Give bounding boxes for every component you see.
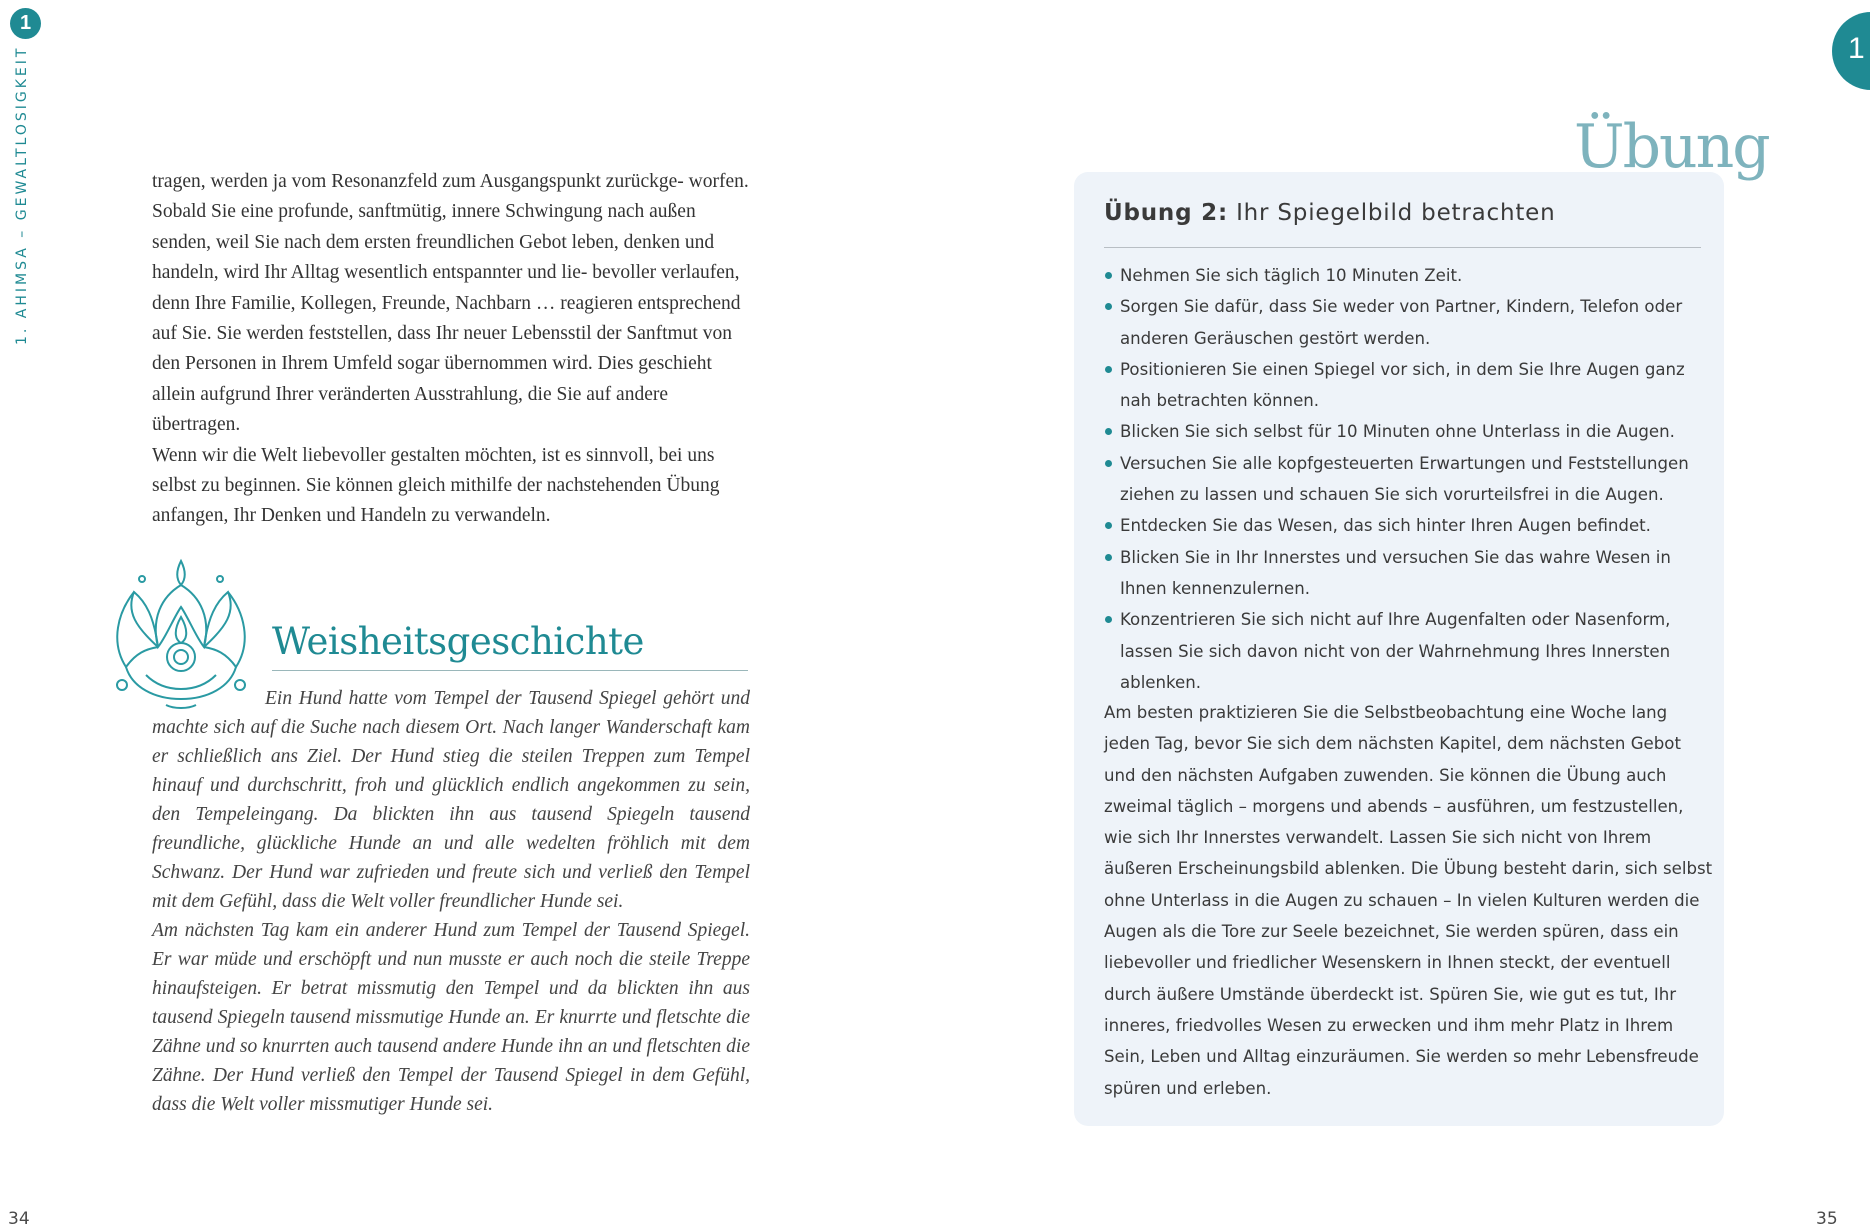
exercise-heading — [1104, 200, 1555, 226]
left-body-text: tragen, werden ja vom Resonanzfeld zum Ausgangspunkt zurückge- worfen. Sobald Sie eine profunde, sanftmütig, innere Schwingung nach außen senden, weil Sie nach dem ersten freundlichen Gebot leben, denken und handeln, wird Ihr Alltag wesentlich entspannter und lie- bevoller verlaufen, denn Ihre Familie, Kollegen, Freunde, Nachbarn … reagieren entsprechend auf Sie. Sie werden feststellen, dass Ihr neuer Lebensstil der Sanftmut von den Personen in Ihrem Umfeld sogar übernommen wird. Dies geschieht allein aufgrund Ihrer veränderten Ausstrahlung, die Sie auf andere übertragen. Wenn wir die Welt liebevoller gestalten möchten, ist es sinnvoll, bei uns selbst zu beginnen. Sie können gleich mithilfe der nachstehenden Übung anfangen, Ihr Denken und Handeln zu verwandeln. — [152, 171, 749, 527]
exercise-step: Blicken Sie in Ihr Innerstes und versuchen Sie das wahre Wesen in Ihnen kennenzulernen. — [1104, 542, 1710, 605]
chapter-badge-left: 1 — [10, 8, 41, 39]
exercise-step: Blicken Sie sich selbst für 10 Minuten ohne Unterlass in die Augen. — [1104, 416, 1710, 447]
page-number-left: 34 — [8, 1209, 30, 1229]
page-number-right: 35 — [1816, 1209, 1838, 1229]
exercise-step: Konzentrieren Sie sich nicht auf Ihre Augenfalten oder Nasenform, lassen Sie sich davon nicht von der Wahrnehmung Ihres Innersten ablenken. — [1104, 604, 1710, 698]
wisdom-story — [152, 684, 750, 1119]
chapter-badge-right — [1832, 12, 1870, 90]
exercise-heading-title: Ihr Spiegelbild betrachten — [1227, 200, 1556, 226]
story-paragraph-2: Am nächsten Tag kam ein anderer Hund zum Tempel der Tausend Spiegel. Er war müde und erschöpft und nun musste er auch noch die steile Treppe hinaufsteigen. Er betrat missmutig den Tempel und da blickten ihn aus tausend Spiegeln tausend missmutige Hunde an. Er knurrte und fletschte die Zähne und so knurrten auch tausend andere Hunde ihn an und fletschten die Zähne. Der Hund verließ den Tempel der Tausend Spiegel in dem Gefühl, dass die Welt voller missmutiger Hunde sei. — [152, 920, 750, 1115]
exercise-heading-number: Übung 2: — [1104, 200, 1228, 226]
story-paragraph-1: Ein Hund hatte vom Tempel der Tausend Spiegel gehört und machte sich auf die Suche nach diesem Ort. Nach langer Wanderschaft kam er schließlich ans Ziel. Der Hund stieg die steilen Treppen zum Tempel hinauf und durchschritt, froh und glücklich endlich angekommen zu sein, den Tempeleingang. Da blickten ihn aus tausend Spiegeln tausend freundliche, glückliche Hunde an und alle wedelten fröhlich mit dem Schwanz. Der Hund war zufrieden und freute sich und verließ den Tempel mit dem Gefühl, dass die Welt voller freundlicher Hunde sei. — [152, 688, 750, 912]
running-head: 1. AHIMSA – GEWALTLOSIGKEIT — [14, 45, 30, 345]
exercise-title-word: Übung — [1574, 112, 1769, 182]
exercise-step: Sorgen Sie dafür, dass Sie weder von Partner, Kindern, Telefon oder anderen Geräuschen gestört werden. — [1104, 291, 1710, 354]
story-heading-rule — [272, 670, 748, 671]
exercise-steps — [1104, 260, 1710, 698]
story-heading: Weisheitsgeschichte — [272, 620, 644, 663]
chapter-badge-right-number: 1 — [1848, 32, 1865, 65]
exercise-closing-paragraph: Am besten praktizieren Sie die Selbstbeobachtung eine Woche lang jeden Tag, bevor Sie sich dem nächsten Kapitel, dem nächsten Gebot und den nächsten Aufgaben zuwenden. Sie können die Übung auch zweimal täglich – morgens und abends – ausführen, um festzustellen, wie sich Ihr Innerstes verwandelt. Lassen Sie sich nicht von Ihrem äußeren Erscheinungsbild ablenken. Die Übung besteht darin, sich selbst ohne Unterlass in die Augen zu schauen – In vielen Kulturen werden die Augen als die Tore zur Seele bezeichnet, Sie werden spüren, dass ein liebevoller und friedlicher Wesenskern in Ihnen steckt, der eventuell durch äußere Umstände überdeckt ist. Spüren Sie, wie gut es tut, Ihr inneres, friedvolles Wesen zu erwecken und ihm mehr Platz in Ihrem Sein, Leben und Alltag einzuräumen. Sie werden so mehr Lebensfreude spüren und erleben. — [1104, 703, 1713, 1098]
exercise-step: Versuchen Sie alle kopfgesteuerten Erwartungen und Feststellungen ziehen zu lassen und schauen Sie sich vorurteilsfrei in die Augen. — [1104, 448, 1710, 511]
exercise-step: Entdecken Sie das Wesen, das sich hinter Ihren Augen befindet. — [1104, 510, 1710, 541]
exercise-heading-rule — [1104, 247, 1701, 248]
exercise-step: Nehmen Sie sich täglich 10 Minuten Zeit. — [1104, 260, 1710, 291]
exercise-step: Positionieren Sie einen Spiegel vor sich, in dem Sie Ihre Augen ganz nah betrachten können. — [1104, 354, 1710, 417]
